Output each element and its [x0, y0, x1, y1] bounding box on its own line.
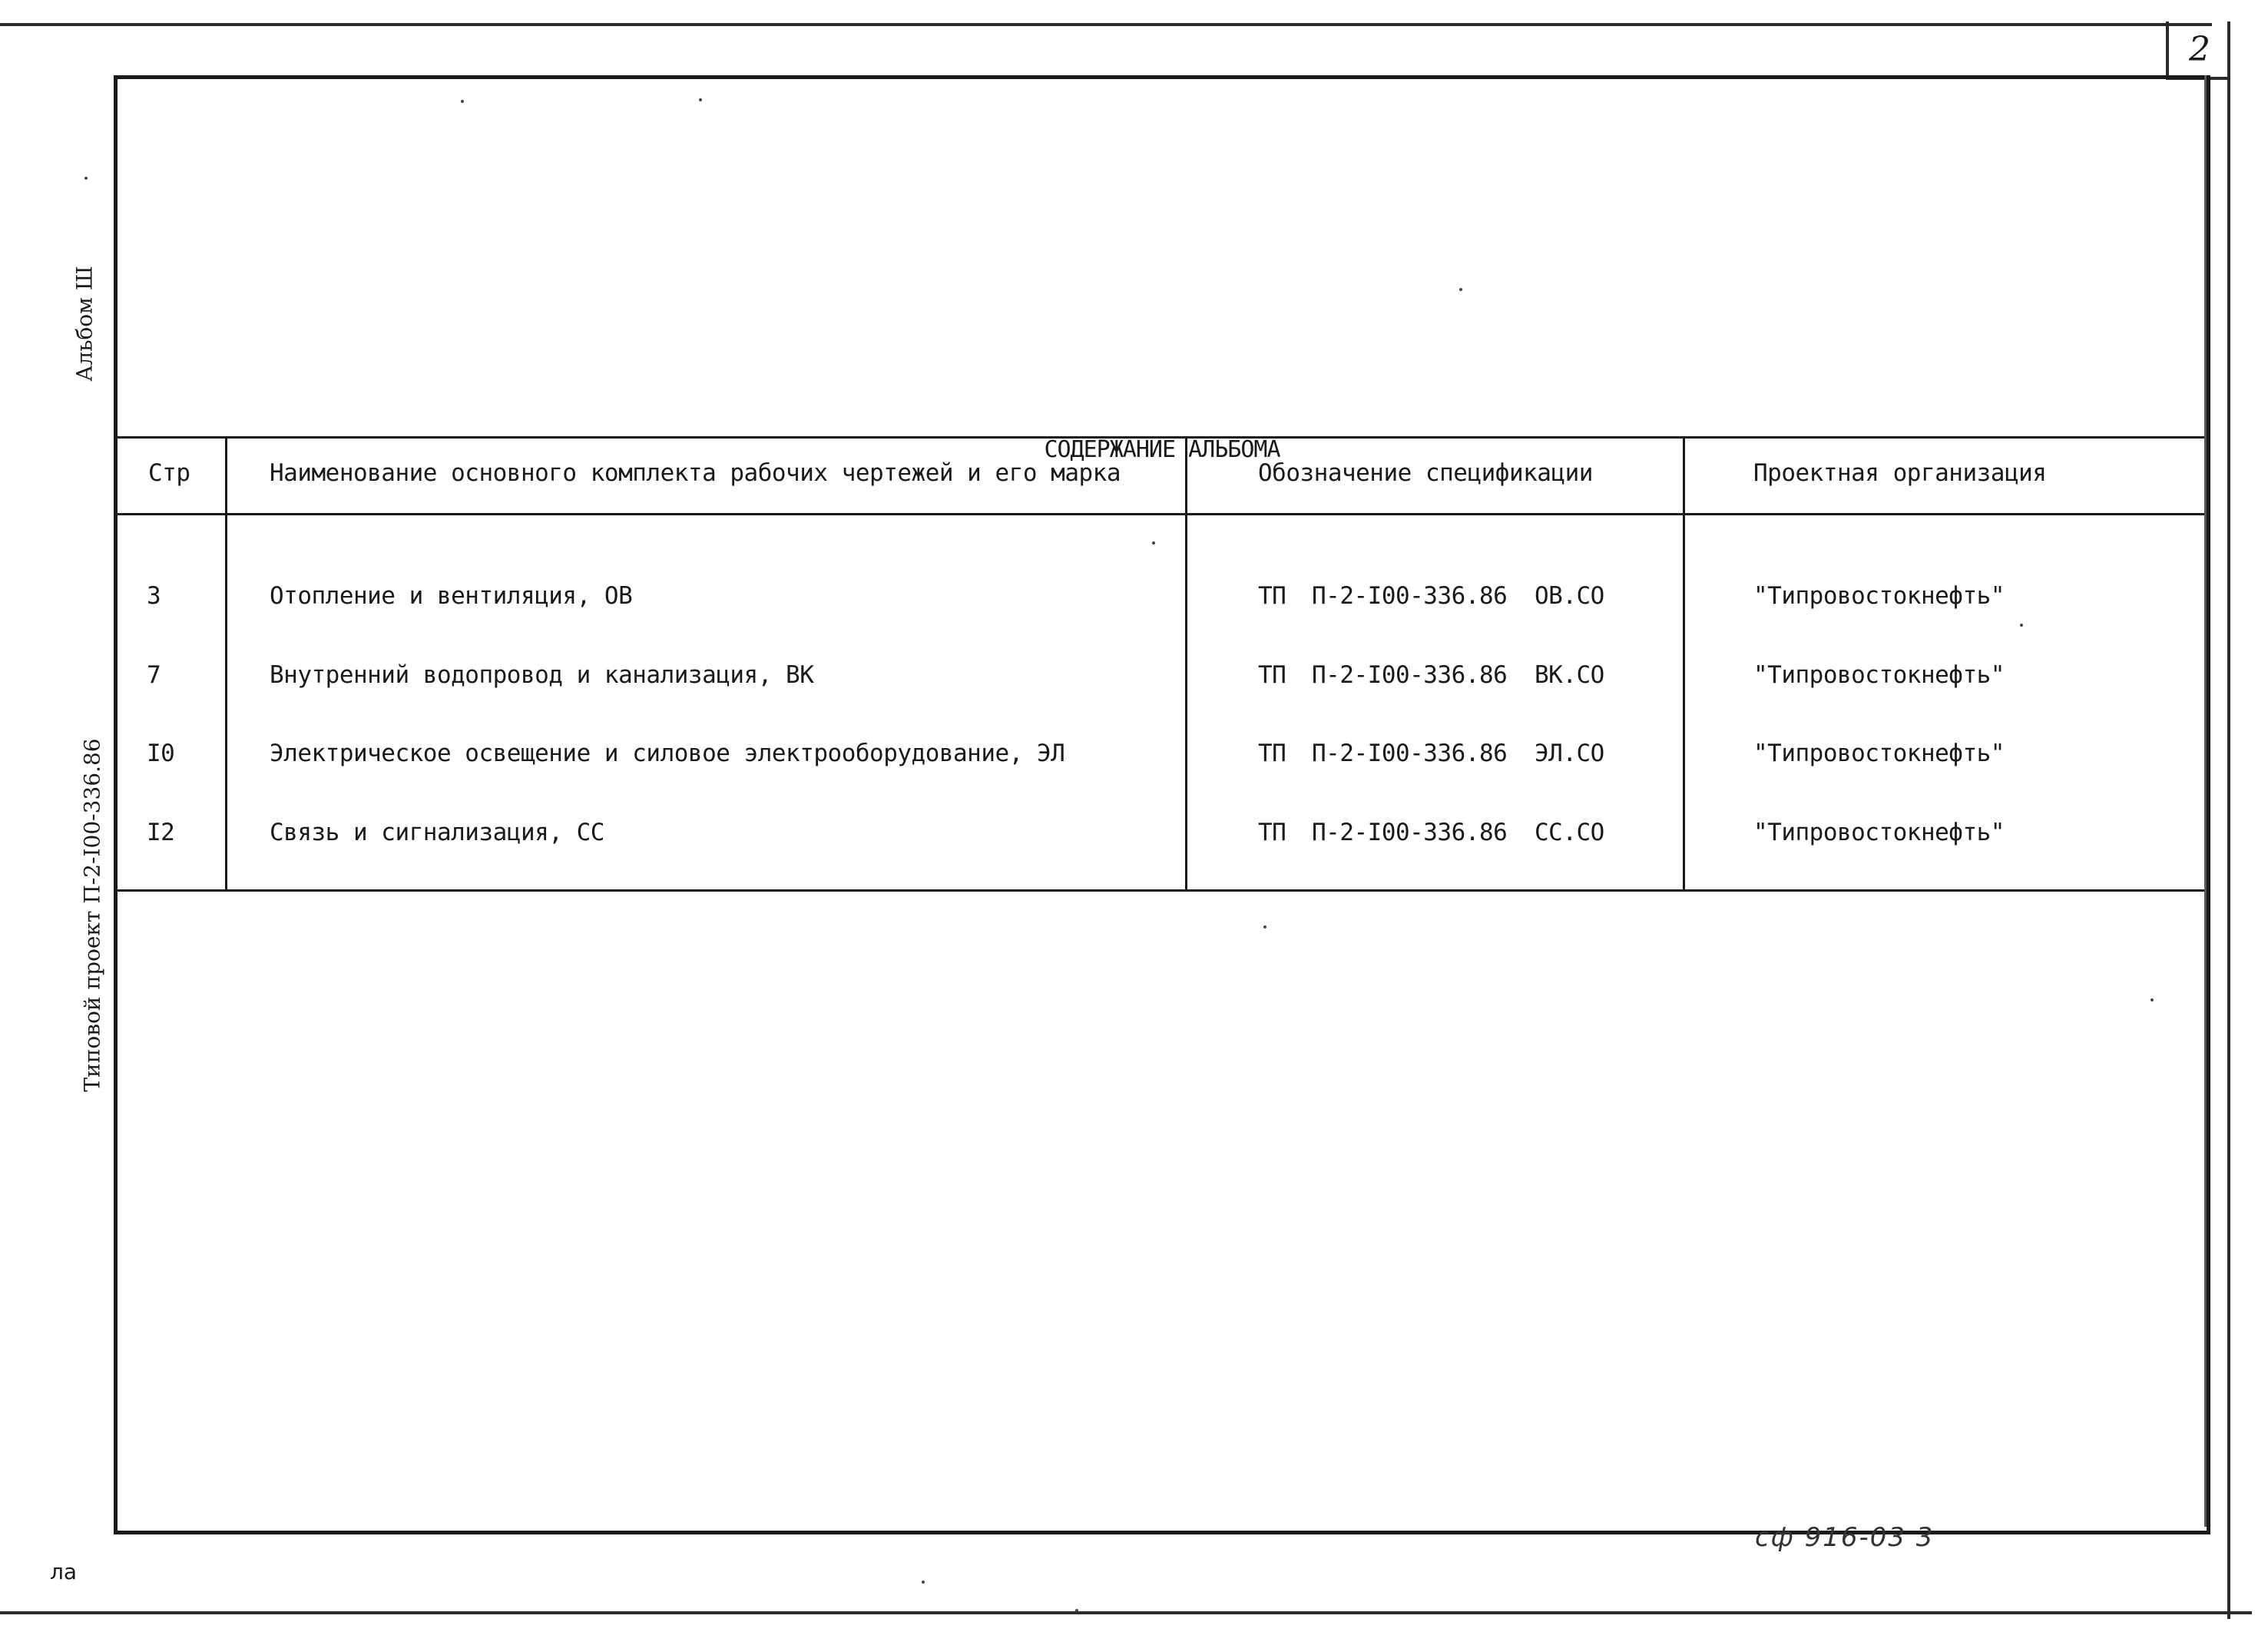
drawing-frame — [114, 75, 2210, 1534]
row-1-spec-mark: ОВ.СО — [1535, 582, 1604, 610]
outer-border-top — [0, 23, 2212, 26]
scan-speck — [922, 1581, 925, 1584]
row-3-spec-mark: ЭЛ.СО — [1535, 740, 1604, 767]
sheet-number: 2 — [2166, 22, 2230, 80]
album-label: Альбом Ш — [71, 266, 98, 382]
row-1-spec-prefix: ТП — [1258, 582, 1286, 610]
table-header-rule — [118, 513, 2207, 515]
row-1-name: Отопление и вентиляция, ОВ — [270, 582, 633, 610]
scan-speck — [2150, 998, 2154, 1001]
frame-edge-shadow — [2204, 75, 2207, 1527]
header-page: Стр — [148, 459, 190, 487]
scan-speck — [699, 98, 702, 101]
row-4-spec-mark: СС.СО — [1535, 819, 1604, 846]
row-2-spec-mark: ВК.СО — [1535, 661, 1604, 689]
row-3-spec-code: П-2-I00-336.86 — [1312, 740, 1508, 767]
row-2-spec-prefix: ТП — [1258, 661, 1286, 689]
row-1-spec-code: П-2-I00-336.86 — [1312, 582, 1508, 610]
row-3-spec-prefix: ТП — [1258, 740, 1286, 767]
scan-speck — [1263, 925, 1266, 929]
outer-border-right — [2227, 22, 2230, 1619]
column-divider-1 — [225, 436, 227, 889]
row-3-org: "Типровостокнефть" — [1753, 740, 2005, 767]
row-4-spec-prefix: ТП — [1258, 819, 1286, 846]
scan-speck — [84, 177, 88, 180]
row-4-org: "Типровостокнефть" — [1753, 819, 2005, 846]
scan-speck — [2020, 624, 2023, 627]
handwritten-note: сф 916-03 3 — [1755, 1522, 1935, 1553]
row-4-name: Связь и сигнализация, СС — [270, 819, 604, 846]
project-label: Типовой проект П-2-I00-336.86 — [79, 738, 105, 1092]
row-2-page: 7 — [147, 661, 161, 689]
scan-speck — [461, 100, 464, 103]
corner-note: ла — [50, 1559, 78, 1584]
row-4-page: I2 — [147, 819, 175, 846]
row-2-org: "Типровостокнефть" — [1753, 661, 2005, 689]
header-spec: Обозначение спецификации — [1258, 459, 1593, 487]
page-title: СОДЕРЖАНИЕ АЛЬБОМА — [1044, 436, 1280, 463]
scan-speck — [1459, 288, 1462, 291]
table-top-rule — [118, 436, 2207, 439]
header-org: Проектная организация — [1753, 459, 2047, 487]
column-divider-2 — [1185, 436, 1187, 889]
row-3-page: I0 — [147, 740, 175, 767]
header-name: Наименование основного комплекта рабочих чертежей и его марка — [270, 459, 1121, 487]
scan-speck — [1075, 1609, 1078, 1612]
row-2-spec-code: П-2-I00-336.86 — [1312, 661, 1508, 689]
column-divider-3 — [1683, 436, 1685, 889]
row-1-page: 3 — [147, 582, 161, 610]
row-4-spec-code: П-2-I00-336.86 — [1312, 819, 1508, 846]
row-2-name: Внутренний водопровод и канализация, ВК — [270, 661, 814, 689]
row-1-org: "Типровостокнефть" — [1753, 582, 2005, 610]
table-bottom-rule — [118, 889, 2207, 892]
scan-speck — [1152, 541, 1155, 545]
row-3-name: Электрическое освещение и силовое электрооборудование, ЭЛ — [270, 740, 1065, 767]
outer-border-bottom — [0, 1611, 2252, 1614]
